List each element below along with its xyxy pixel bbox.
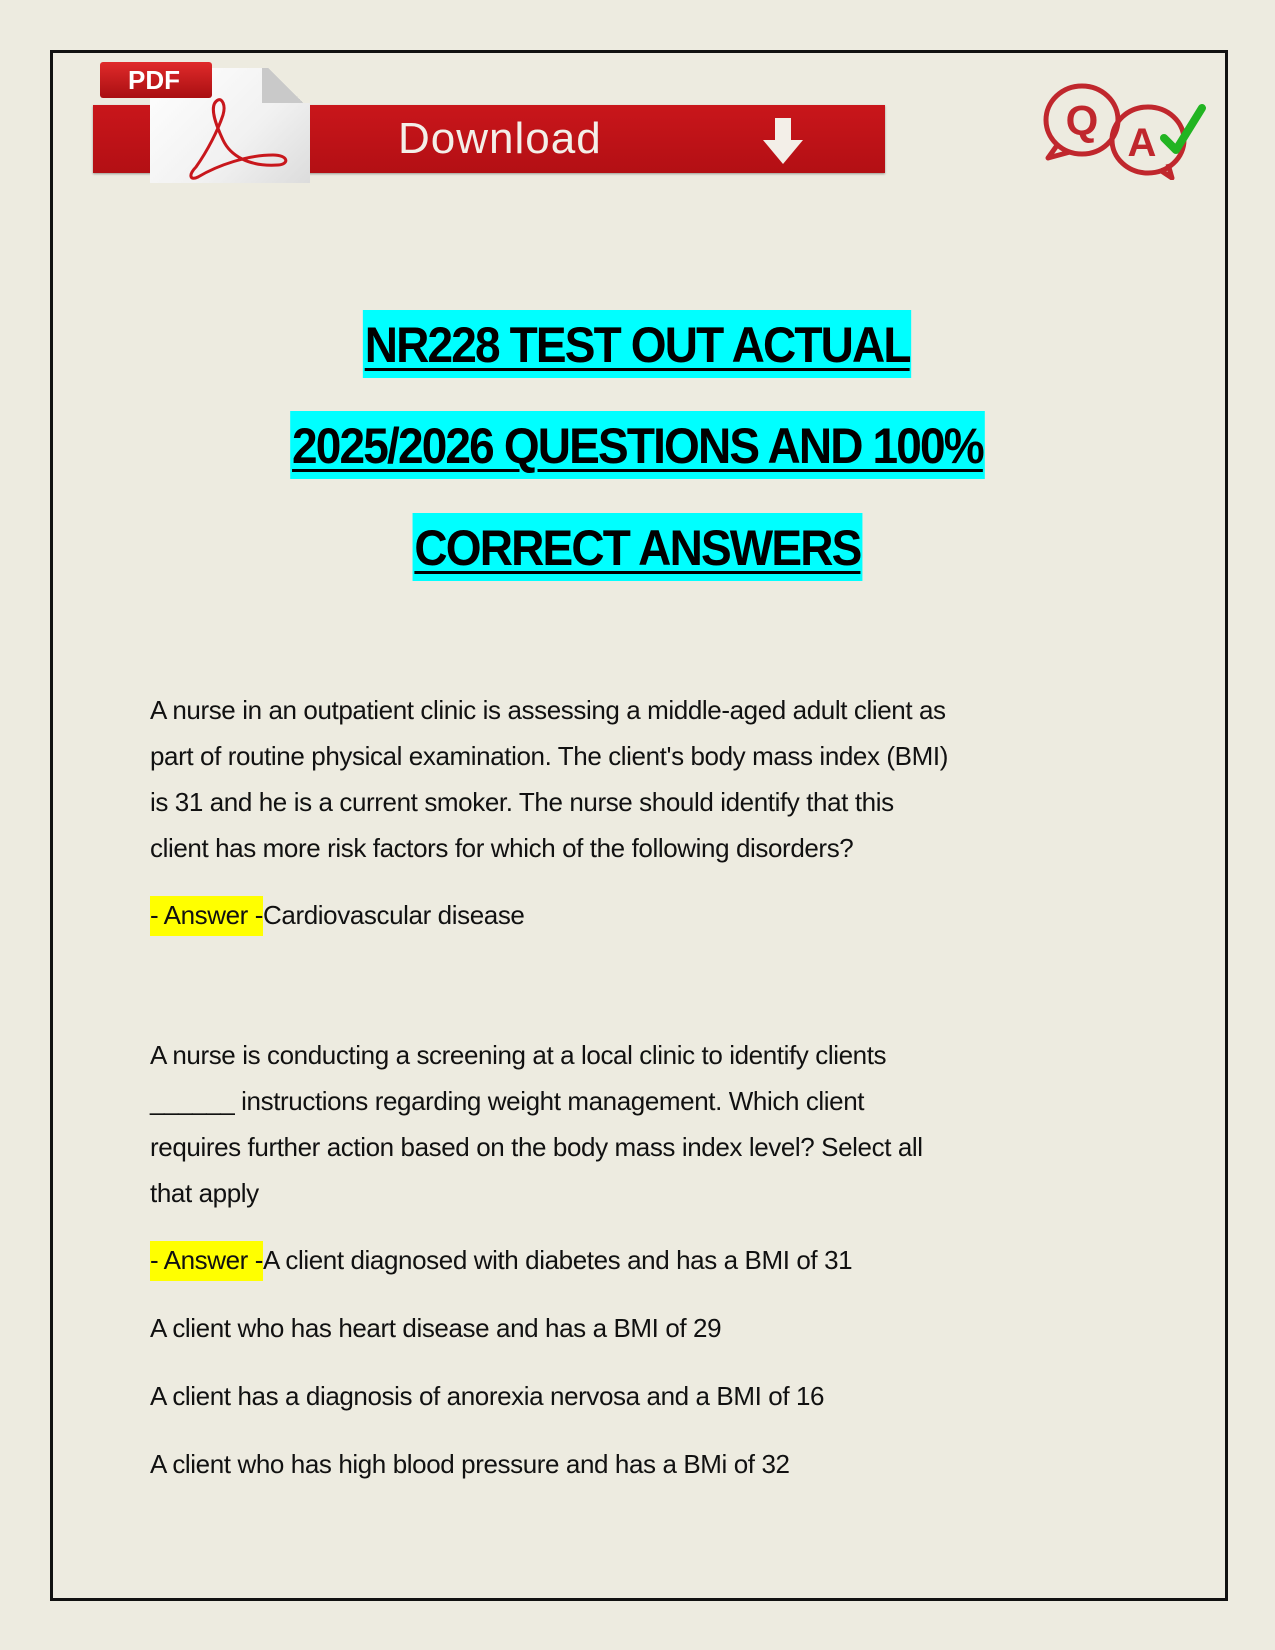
answer-text: Cardiovascular disease bbox=[263, 900, 525, 930]
question-2-line: ______ instructions regarding weight management. Which client bbox=[150, 1086, 865, 1116]
answer-option: A client has a diagnosis of anorexia nervosa and a BMI of 16 bbox=[150, 1381, 825, 1411]
svg-text:A: A bbox=[1127, 121, 1157, 165]
question-1-line: is 31 and he is a current smoker. The nurse should identify that this bbox=[150, 787, 894, 817]
question-2-line: that apply bbox=[150, 1178, 259, 1208]
document-title-line-3: CORRECT ANSWERS bbox=[0, 513, 1275, 581]
question-1-answer bbox=[150, 900, 524, 931]
document-title-line-2: 2025/2026 QUESTIONS AND 100% bbox=[0, 411, 1275, 479]
download-arrow-icon bbox=[761, 118, 805, 164]
answer-text: A client diagnosed with diabetes and has a BMI of 31 bbox=[263, 1245, 853, 1275]
question-2-answer bbox=[150, 1245, 852, 1276]
question-1-line: client has more risk factors for which of the following disorders? bbox=[150, 833, 854, 863]
question-1-line: part of routine physical examination. The client's body mass index (BMI) bbox=[150, 741, 948, 771]
pdf-download-banner[interactable] bbox=[93, 60, 885, 185]
answer-prefix-highlight: - Answer - bbox=[150, 1241, 263, 1281]
qa-logo bbox=[1040, 80, 1210, 180]
q-speech-bubble-icon bbox=[1046, 86, 1118, 158]
answer-prefix-highlight: - Answer - bbox=[150, 896, 263, 936]
question-2-line: requires further action based on the body mass index level? Select all bbox=[150, 1132, 923, 1162]
adobe-acrobat-icon bbox=[178, 95, 298, 183]
answer-option: A client who has heart disease and has a BMI of 29 bbox=[150, 1313, 722, 1343]
svg-text:Q: Q bbox=[1065, 97, 1099, 144]
question-1-text bbox=[150, 687, 948, 871]
document-title-line-1: NR228 TEST OUT ACTUAL bbox=[0, 310, 1275, 378]
question-2-text bbox=[150, 1032, 923, 1216]
question-1-line: A nurse in an outpatient clinic is assessing a middle-aged adult client as bbox=[150, 695, 946, 725]
answer-option: A client who has high blood pressure and has a BMi of 32 bbox=[150, 1449, 790, 1479]
download-label[interactable]: Download bbox=[398, 114, 602, 163]
question-2-line: A nurse is conducting a screening at a local clinic to identify clients bbox=[150, 1040, 887, 1070]
pdf-tab-label: PDF bbox=[100, 62, 212, 98]
